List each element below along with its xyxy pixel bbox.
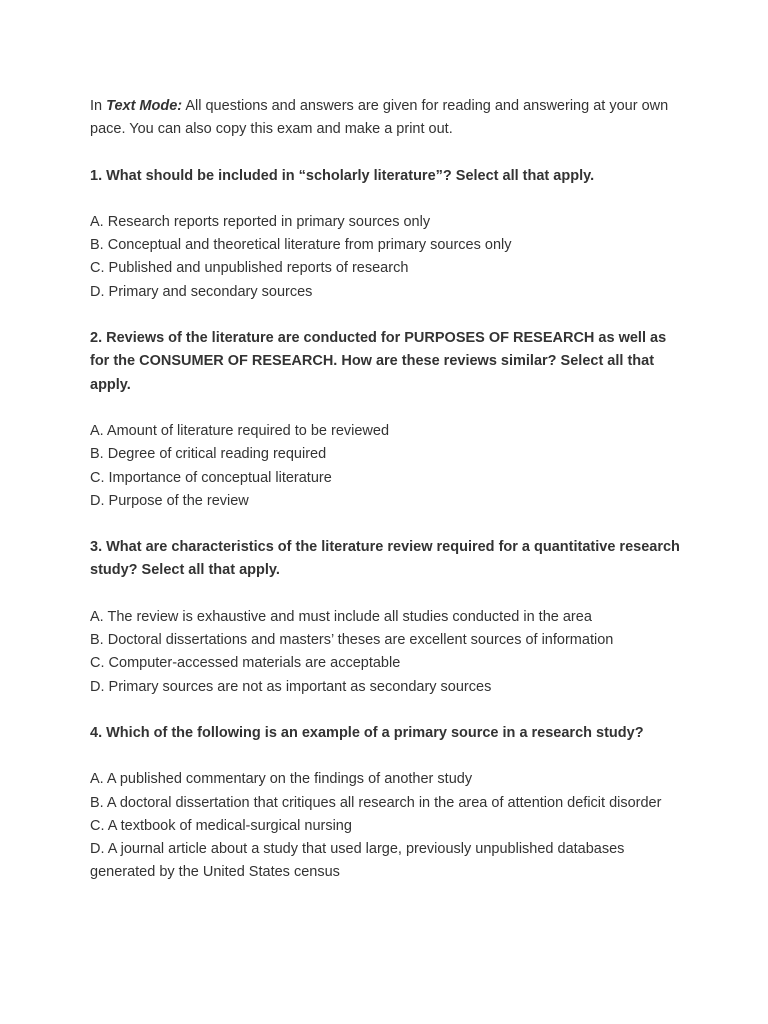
question-1-options (90, 211, 680, 304)
question-3-option-c: C. Computer-accessed materials are acceptable (90, 655, 401, 672)
text-mode-label: Text Mode: (106, 98, 183, 114)
question-1-option-b: B. Conceptual and theoretical literature from primary sources only (90, 237, 512, 254)
intro-prefix: In (90, 98, 107, 114)
question-2-options (90, 420, 680, 513)
question-1: 1. What should be included in “scholarly literature”? Select all that apply. (90, 167, 595, 184)
question-4-option-a: A. A published commentary on the findings of another study (90, 771, 473, 788)
question-1-option-d: D. Primary and secondary sources (90, 283, 313, 300)
question-4-option-c: C. A textbook of medical-surgical nursing (90, 817, 352, 834)
intro-text: All questions and answers are given for reading and answering at your own pace. You can also copy this exam and make a print out. (90, 98, 669, 138)
question-3-option-b: B. Doctoral dissertations and masters’ theses are excellent sources of information (90, 632, 614, 649)
question-1-option-c: C. Published and unpublished reports of research (90, 260, 409, 277)
question-1-option-a: A. Research reports reported in primary sources only (90, 213, 431, 230)
question-4-option-b: B. A doctoral dissertation that critiques all research in the area of attention deficit disorder (90, 794, 662, 811)
question-3: 3. What are characteristics of the literature review required for a quantitative research study? Select all that apply. (90, 539, 680, 579)
question-2-option-b: B. Degree of critical reading required (90, 446, 327, 463)
question-3-option-d: D. Primary sources are not as important as secondary sources (90, 678, 492, 695)
question-2-option-c: C. Importance of conceptual literature (90, 469, 332, 486)
question-4-options (90, 768, 680, 884)
question-4: 4. Which of the following is an example of a primary source in a research study? (90, 724, 644, 741)
question-3-option-a: A. The review is exhaustive and must include all studies conducted in the area (90, 608, 592, 625)
question-3-options (90, 606, 680, 699)
question-2-option-d: D. Purpose of the review (90, 492, 249, 509)
question-2: 2. Reviews of the literature are conducted for PURPOSES OF RESEARCH as well as for the CONSUMER OF RESEARCH. How are these reviews similar? Select all that apply. (90, 330, 667, 393)
question-4-option-d: D. A journal article about a study that used large, previously unpublished databases generated by the United States census (90, 841, 625, 881)
intro-paragraph (90, 95, 680, 142)
question-2-option-a: A. Amount of literature required to be reviewed (90, 422, 390, 439)
